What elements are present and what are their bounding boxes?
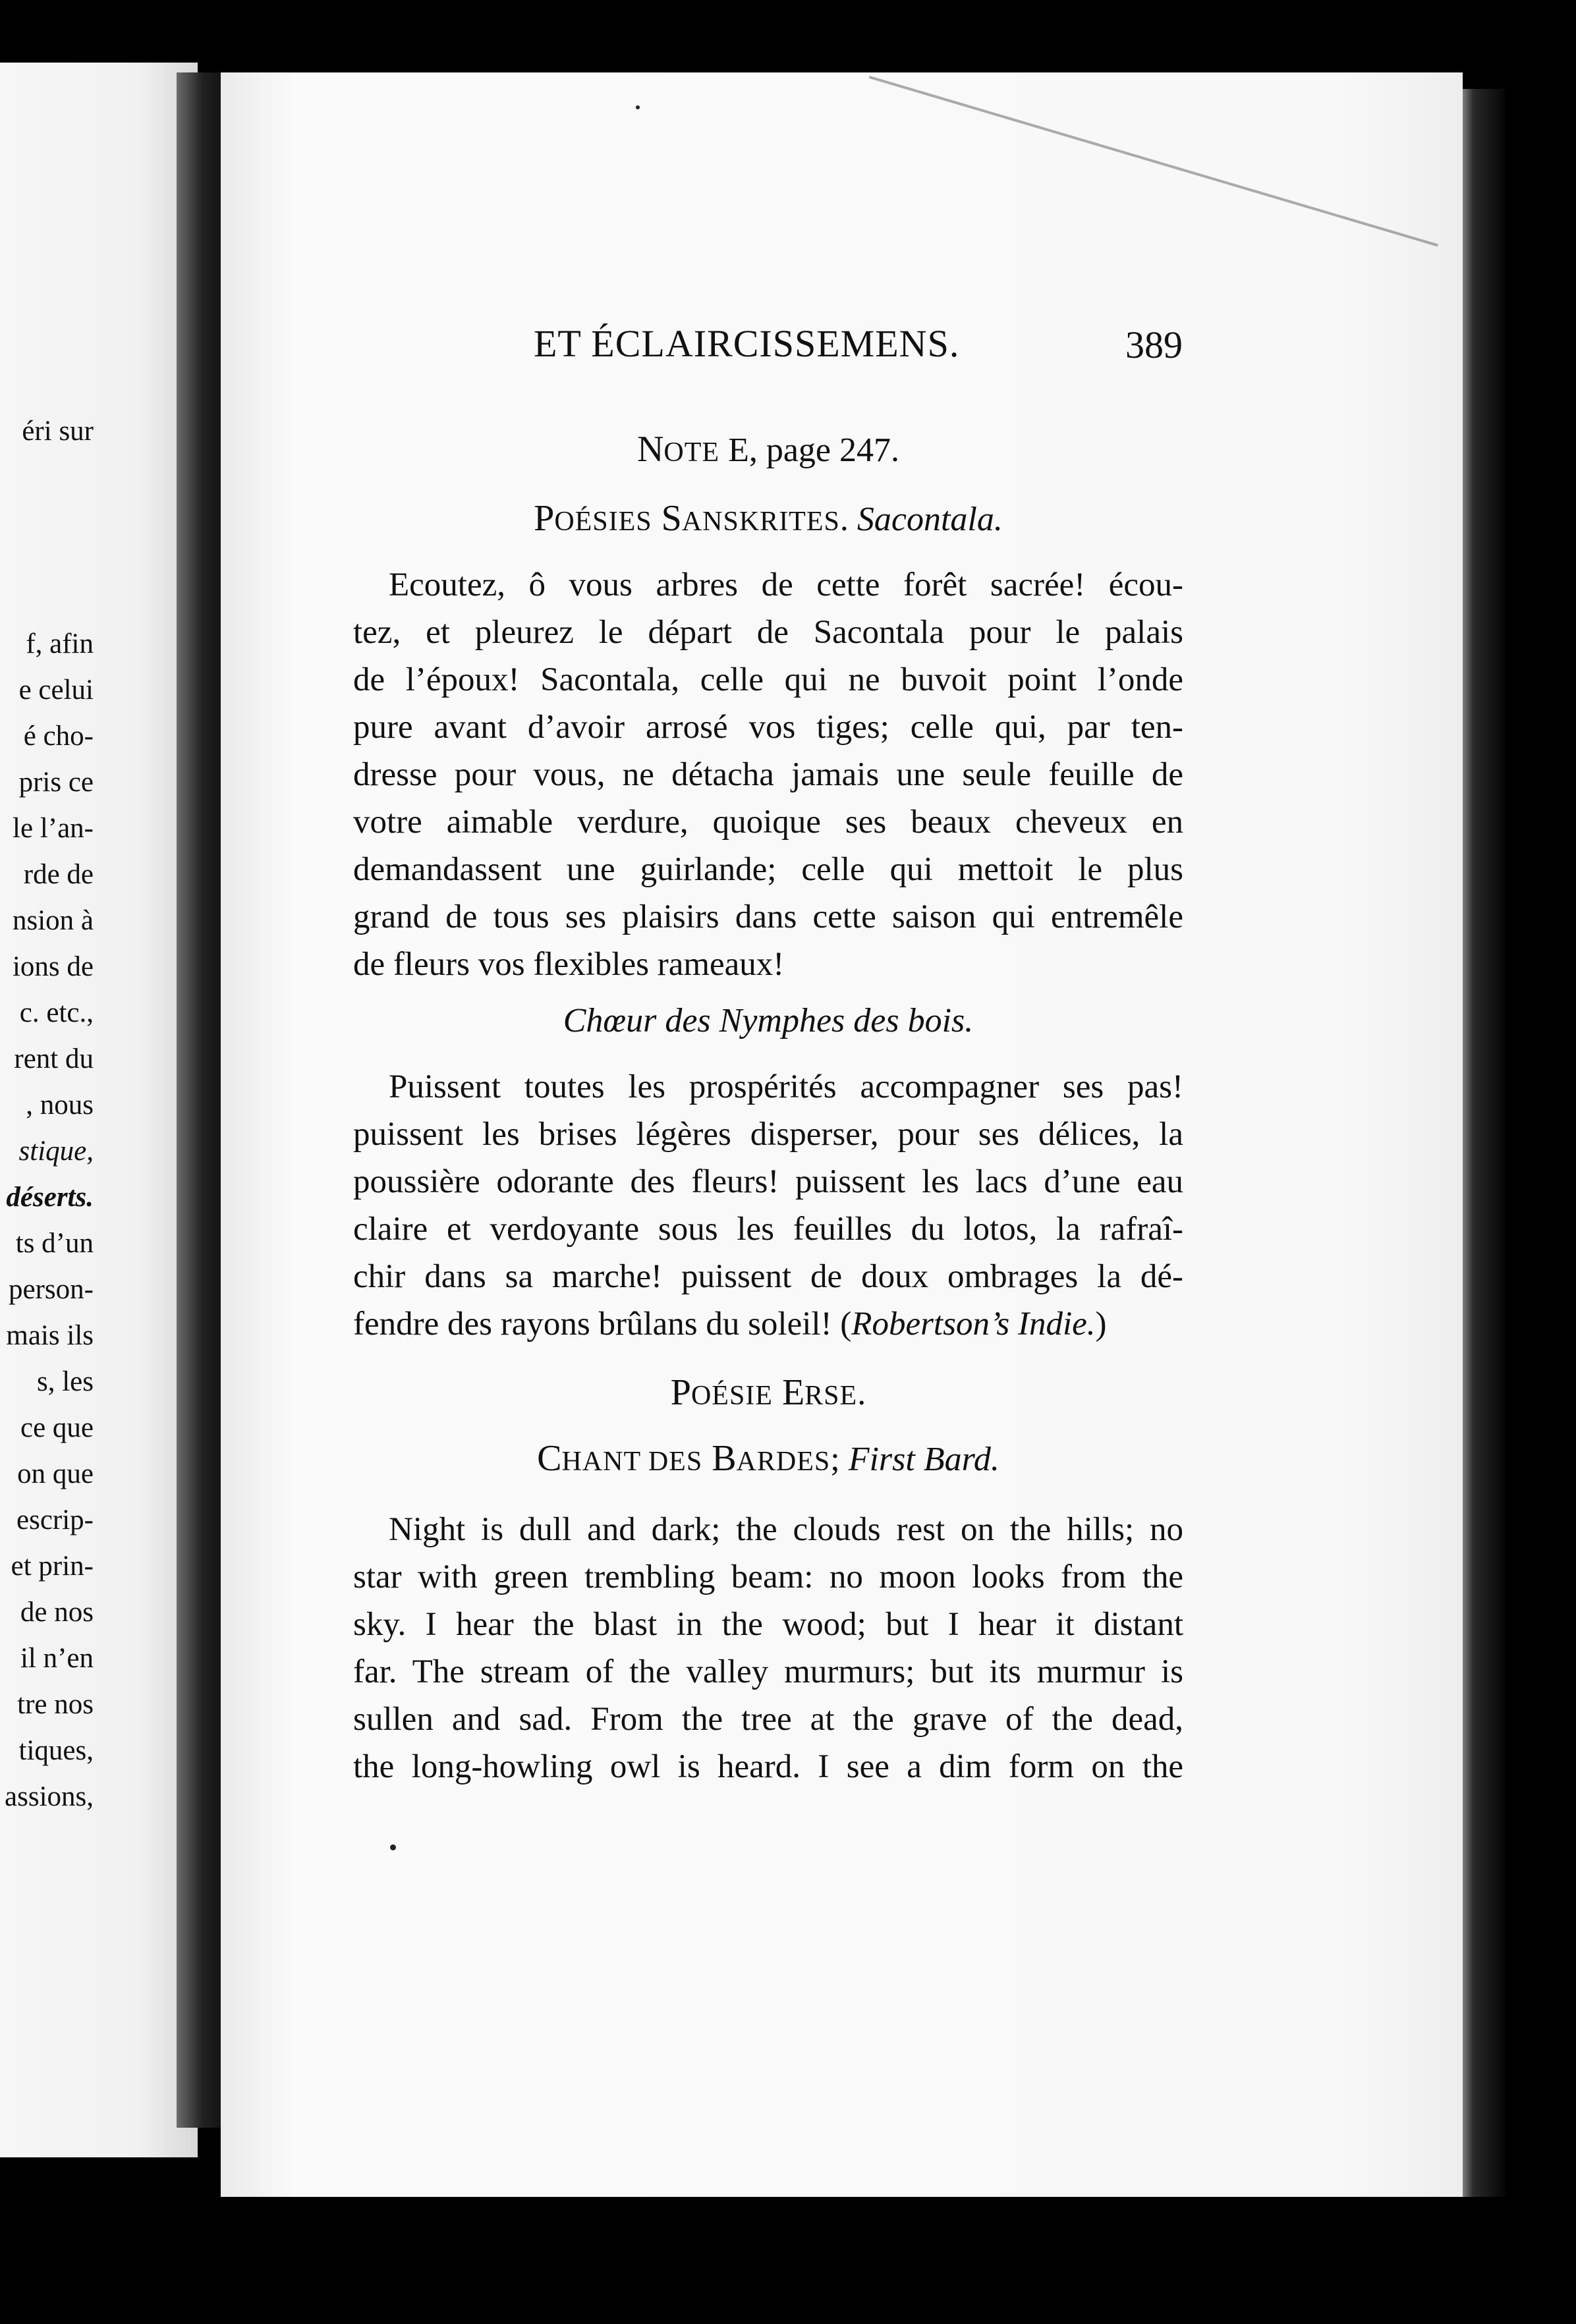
left-page-line: mais ils	[6, 1320, 94, 1351]
heading-part: S	[652, 498, 682, 539]
body-line: pure avant d’avoir arrosé vos tiges; celle qui, par ten-	[353, 709, 1183, 746]
note-heading-initial: N	[636, 429, 664, 470]
left-page-line: de nos	[20, 1597, 94, 1628]
heading-italic-title: First Bard.	[848, 1441, 999, 1478]
body-line: puissent les brises légères disperser, pour ses délices, la	[353, 1116, 1183, 1153]
heading-part: P	[534, 498, 555, 539]
page-edge-shadow	[1459, 89, 1506, 2197]
body-line: the long-howling owl is heard. I see a dim form on the	[353, 1748, 1183, 1785]
heading-part: ARDES	[736, 1447, 831, 1477]
section-heading-poesie-erse	[353, 1371, 1183, 1414]
left-page-line: ts d’un	[15, 1228, 94, 1259]
heading-part: C	[537, 1438, 562, 1479]
left-page-line: pris ce	[18, 767, 94, 798]
body-line: star with green trembling beam: no moon looks from the	[353, 1559, 1183, 1595]
chorus-heading: Chœur des Nymphes des bois.	[563, 1002, 974, 1039]
section-heading-chant-des-bardes	[353, 1437, 1183, 1480]
left-page-line: ions de	[12, 951, 94, 982]
body-line: chir dans sa marche! puissent de doux ombrages la dé-	[353, 1258, 1183, 1295]
left-page-line: il n’en	[20, 1643, 94, 1674]
body-line: grand de tous ses plaisirs dans cette saison qui entremêle	[353, 899, 1183, 935]
left-page-line: nsion à	[12, 905, 94, 936]
section-heading-poesies-sanskrites	[353, 497, 1183, 540]
note-heading-suffix: E, page 247.	[719, 431, 900, 469]
left-page-line: s, les	[37, 1366, 94, 1397]
left-page-line: escrip-	[16, 1505, 94, 1536]
left-page-line: rde de	[23, 859, 94, 890]
body-line: Puissent toutes les prospérités accompagner ses pas!	[389, 1068, 1183, 1105]
heading-part: OÉSIES	[554, 507, 652, 537]
body-line: far. The stream of the valley murmurs; but its murmur is	[353, 1653, 1183, 1690]
left-page-line: ce que	[20, 1412, 94, 1443]
body-line-text: fendre des rayons brûlans du soleil! (	[353, 1306, 852, 1342]
left-page-line: , nous	[26, 1090, 94, 1120]
left-page-line: person-	[9, 1274, 94, 1305]
left-page-line: é cho-	[23, 721, 94, 752]
page-number: 389	[1125, 323, 1183, 366]
body-line: claire et verdoyante sous les feuilles du lotos, la rafraî-	[353, 1211, 1183, 1248]
heading-italic-title: Sacontala.	[857, 501, 1003, 538]
heading-part: ;	[830, 1441, 849, 1478]
body-line: de l’époux! Sacontala, celle qui ne buvoit point l’onde	[353, 661, 1183, 698]
body-line: Ecoutez, ô vous arbres de cette forêt sacrée! écou-	[389, 567, 1183, 603]
left-page-line: déserts.	[6, 1182, 94, 1213]
body-line: demandassent une guirlande; celle qui mettoit le plus	[353, 851, 1183, 888]
citation: Robertson’s Indie.	[851, 1306, 1096, 1342]
left-page-line: éri sur	[22, 416, 94, 447]
left-page-line: e celui	[18, 675, 94, 706]
left-page-line: tre nos	[17, 1689, 94, 1720]
body-line: poussière odorante des fleurs! puissent les lacs d’une eau	[353, 1163, 1183, 1200]
heading-part: .	[857, 1375, 866, 1412]
ink-speck	[390, 1844, 396, 1850]
left-page-line: f, afin	[26, 628, 94, 659]
left-page-line: on que	[17, 1458, 94, 1489]
body-line: votre aimable verdure, quoique ses beaux cheveux en	[353, 804, 1183, 841]
left-page-line: assions,	[5, 1781, 94, 1812]
left-facing-page	[0, 63, 198, 2157]
body-line: sky. I hear the blast in the wood; but I hear it distant	[353, 1606, 1183, 1643]
body-line: sullen and sad. From the tree at the grave of the dead,	[353, 1701, 1183, 1738]
body-line: tez, et pleurez le départ de Sacontala pour le palais	[353, 614, 1183, 651]
note-heading	[353, 428, 1183, 470]
heading-part: .	[839, 501, 857, 538]
body-line: dresse pour vous, ne détacha jamais une seule feuille de	[353, 756, 1183, 793]
left-page-line: c. etc.,	[19, 997, 94, 1028]
left-page-line: et prin-	[11, 1551, 94, 1582]
running-head: ET ÉCLAIRCISSEMENS.	[534, 322, 960, 365]
body-line	[353, 1300, 1183, 1348]
ink-speck	[636, 105, 640, 109]
heading-part: OÉSIE	[690, 1381, 773, 1411]
heading-part: E	[772, 1372, 805, 1413]
note-heading-smallcaps: OTE	[663, 437, 720, 468]
body-line: de fleurs vos flexibles rameaux!	[353, 946, 785, 983]
heading-part: HANT DES	[561, 1447, 703, 1477]
heading-part: RSE	[804, 1381, 858, 1411]
heading-part: B	[702, 1438, 737, 1479]
heading-part: ANSKRITES	[681, 507, 840, 537]
left-page-line: tiques,	[18, 1735, 94, 1766]
left-page-line: rent du	[14, 1043, 94, 1074]
left-page-line: stique,	[18, 1136, 94, 1167]
page-header	[534, 321, 1193, 374]
heading-part: P	[670, 1372, 691, 1413]
citation-close: )	[1095, 1306, 1107, 1342]
body-line: Night is dull and dark; the clouds rest on the hills; no	[389, 1511, 1183, 1548]
left-page-line: le l’an-	[13, 813, 94, 844]
